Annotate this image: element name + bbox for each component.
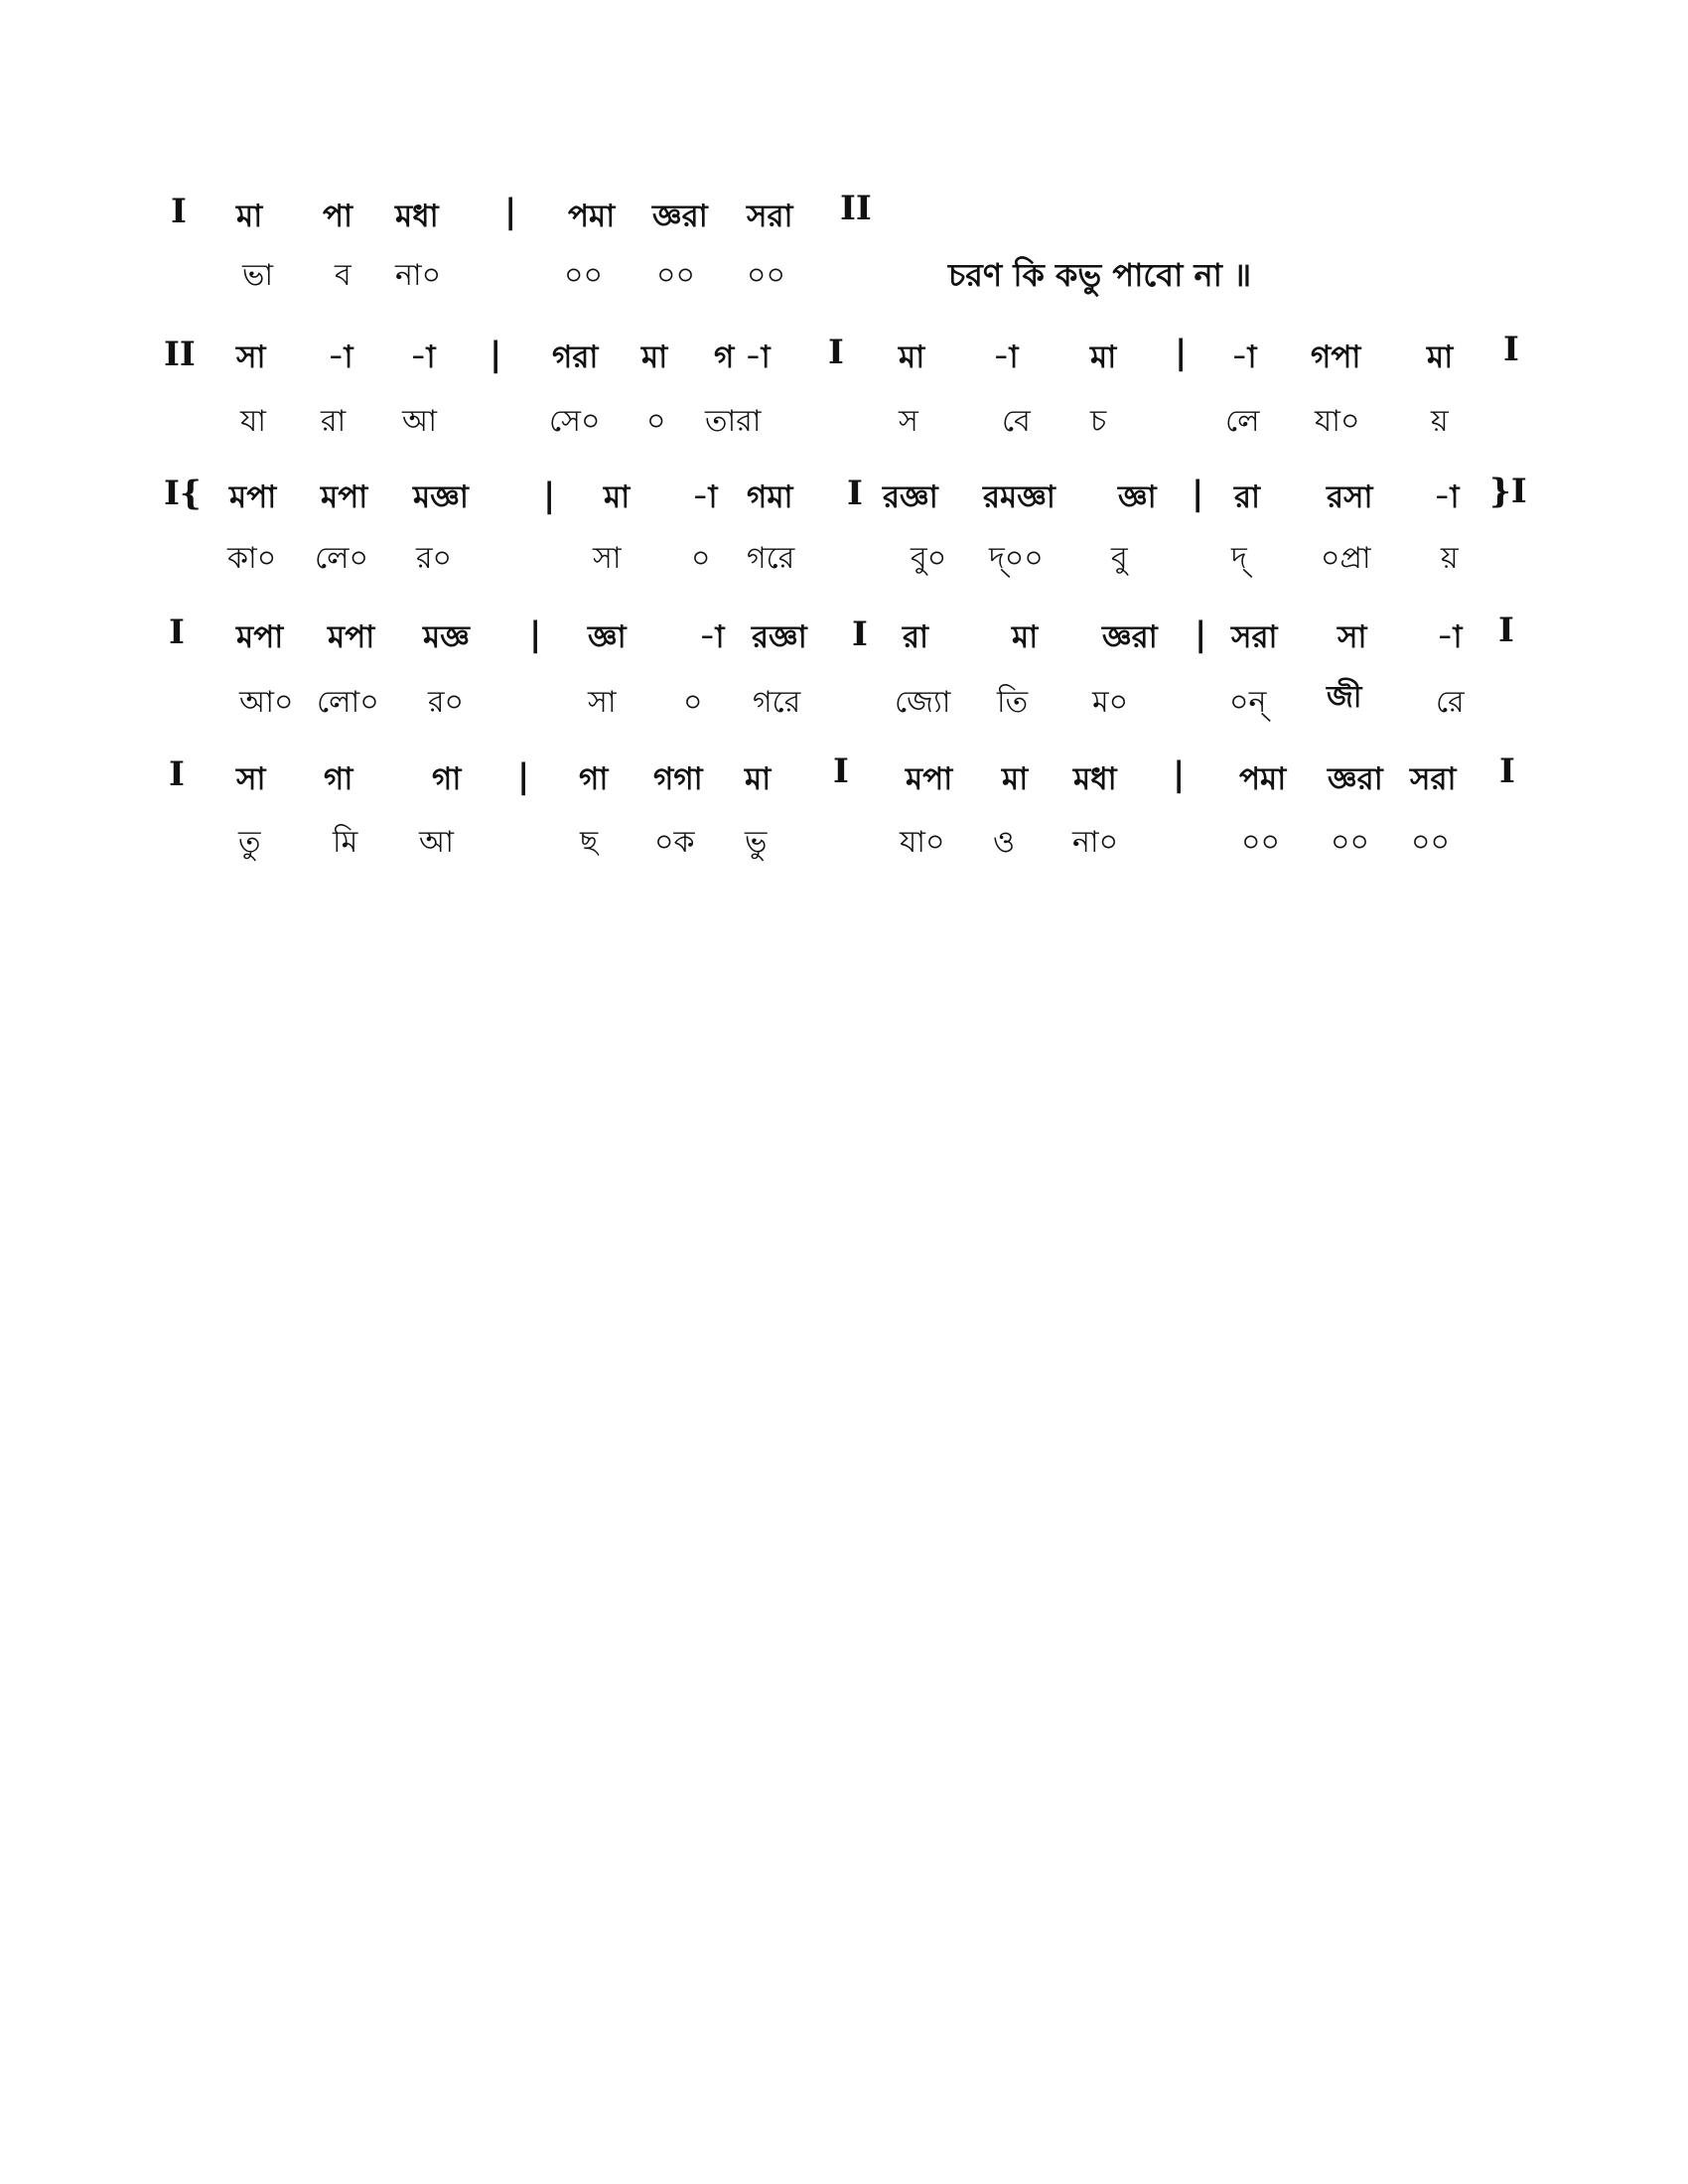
swara-note: মা	[1002, 761, 1029, 797]
swara-note: গপা	[1311, 340, 1361, 375]
swara-note: মা	[1090, 340, 1117, 375]
lyric-syllable: দ্	[1231, 541, 1247, 576]
lyric-syllable: র০	[428, 685, 465, 720]
swara-note: রমজ্ঞা	[983, 479, 1055, 515]
lyric-syllable: আ	[402, 404, 437, 439]
bar-marker: |	[504, 192, 517, 231]
swara-note: -া	[699, 619, 725, 655]
bar-marker: I	[828, 333, 844, 372]
swara-note: গা	[324, 761, 353, 797]
swara-note: জ্ঞরা	[652, 199, 708, 234]
lyric-syllable: ০	[683, 685, 703, 720]
lyric-syllable: তারা	[705, 404, 762, 439]
lyric-syllable: বু	[1111, 541, 1128, 576]
swara-note: রজ্ঞা	[883, 479, 938, 515]
swara-note: জ্ঞরা	[1102, 619, 1158, 655]
swara-note: রা	[1234, 479, 1261, 515]
lyric-syllable: ০	[691, 541, 711, 576]
lyric-syllable: রা	[321, 404, 347, 439]
swara-note: রা	[903, 619, 929, 655]
swara-note: মা	[641, 340, 668, 375]
swara-note: -া	[1231, 340, 1257, 375]
lyric-syllable: ০০	[1331, 825, 1370, 860]
swara-note: মজ্ঞা	[413, 479, 469, 515]
swara-note: মজ্ঞ	[423, 619, 470, 655]
swara-note: মা	[604, 479, 631, 515]
repeat-start-marker: I{	[164, 474, 202, 513]
lyric-syllable: লো০	[317, 685, 379, 720]
swara-note: মধা	[395, 199, 439, 234]
lyric-syllable: ও	[993, 825, 1016, 860]
lyric-syllable: যা০	[900, 825, 945, 860]
swara-note: -া	[1437, 619, 1463, 655]
lyric-syllable: ০প্রা	[1321, 541, 1371, 576]
bar-marker: |	[1175, 333, 1188, 372]
swara-note: গা	[432, 761, 462, 797]
lyric-syllable: যা০	[1315, 404, 1360, 439]
lyric-syllable: য়	[1441, 541, 1459, 576]
lyric-syllable: লে	[1225, 404, 1260, 439]
swara-note: মপা	[321, 479, 368, 515]
lyric-syllable: আ	[419, 825, 454, 860]
bar-marker: |	[1173, 754, 1186, 794]
swara-note: মা	[1012, 619, 1039, 655]
lyric-syllable: বু০	[911, 541, 947, 576]
lyric-syllable: জ্যো	[895, 685, 951, 720]
swara-note: মধা	[1073, 761, 1117, 797]
bar-marker: I	[1503, 330, 1519, 369]
lyric-syllable: তি	[997, 685, 1029, 720]
swara-note: সা	[236, 761, 266, 797]
swara-note: মপা	[328, 619, 375, 655]
bar-marker: I	[1498, 611, 1514, 650]
swara-note: মা	[236, 199, 263, 234]
swara-note: মা	[745, 761, 772, 797]
lyric-syllable: সে০	[549, 404, 601, 439]
lyric-syllable: র০	[416, 541, 453, 576]
lyric-syllable: গরে	[747, 541, 795, 576]
swara-note: সা	[236, 340, 266, 375]
double-bar-marker: II	[840, 189, 872, 228]
swara-note: -া	[328, 340, 353, 375]
lyric-syllable: রে	[1436, 685, 1465, 720]
swara-note: জ্ঞা	[1118, 479, 1157, 515]
swara-note: জ্ঞরা	[1328, 761, 1383, 797]
lyric-syllable: সা	[588, 685, 617, 720]
bar-marker: |	[517, 756, 530, 796]
lyric-syllable: আ০	[239, 685, 294, 720]
bar-marker: I	[852, 614, 868, 654]
swara-note: সা	[1337, 619, 1367, 655]
lyric-syllable: ০০	[747, 258, 786, 293]
lyric-syllable: ০০	[1411, 825, 1451, 860]
swara-note: রজ্ঞা	[752, 619, 807, 655]
lyric-syllable: ০	[646, 404, 666, 439]
swara-note: -া	[692, 479, 718, 515]
swara-note: গা	[579, 761, 609, 797]
lyric-syllable: ০ন্	[1229, 685, 1267, 720]
bar-marker: I	[169, 754, 185, 794]
lyric-syllable: লে০	[315, 541, 369, 576]
swara-note: -া	[410, 340, 436, 375]
swara-note: সরা	[747, 199, 793, 234]
bar-marker: I	[1499, 751, 1515, 791]
bar-marker: I	[833, 751, 849, 791]
swara-note: -া	[993, 340, 1019, 375]
swara-note: পমা	[568, 199, 616, 234]
lyric-syllable: মি	[333, 825, 358, 860]
swara-note: সরা	[1410, 761, 1457, 797]
lyric-syllable: ব	[335, 258, 352, 293]
lyric-syllable: যা	[240, 404, 266, 439]
repeat-end-marker: }I	[1489, 472, 1527, 511]
lyric-syllable: বে	[1002, 404, 1031, 439]
swara-note: গ -া	[714, 340, 771, 375]
bar-marker: I	[169, 613, 185, 652]
swara-note: পা	[323, 199, 353, 234]
swara-note: গগা	[653, 761, 703, 797]
lyric-syllable: য়	[1431, 404, 1449, 439]
bar-marker: |	[490, 335, 502, 374]
lyric-syllable: ০০	[564, 258, 604, 293]
lyric-syllable: ম০	[1092, 685, 1129, 720]
lyric-syllable: ০ক	[654, 825, 695, 860]
lyric-syllable: গরে	[753, 685, 801, 720]
lyric-syllable: স	[899, 404, 918, 439]
lyric-syllable: ০০	[656, 258, 696, 293]
lyric-syllable: সা	[593, 541, 622, 576]
lyric-syllable: কা০	[227, 541, 277, 576]
double-bar-marker: II	[164, 335, 196, 374]
bar-marker: I	[847, 474, 863, 513]
swara-note: জ্ঞা	[588, 619, 627, 655]
swara-note: মা	[1427, 340, 1454, 375]
lyric-syllable: ভু	[745, 825, 768, 860]
swara-note: পমা	[1239, 761, 1287, 797]
swara-note: গমা	[747, 479, 793, 515]
lyric-syllable: তু	[238, 825, 261, 860]
lyric-refrain: চরণ কি কভু পাবো না ॥	[948, 256, 1252, 294]
swara-note: মপা	[229, 479, 277, 515]
lyric-syllable: ০০	[1241, 825, 1281, 860]
bar-marker: |	[1192, 474, 1204, 513]
swara-note: সরা	[1231, 619, 1278, 655]
swara-note: -া	[1434, 479, 1460, 515]
swara-note: মপা	[906, 761, 953, 797]
lyric-syllable: না০	[395, 258, 442, 293]
lyric-syllable: দ্০০	[989, 541, 1044, 576]
swara-note: রসা	[1327, 479, 1373, 515]
bar-marker: I	[171, 192, 187, 231]
bar-marker: |	[529, 614, 542, 654]
lyric-syllable: জী	[1327, 680, 1362, 715]
bar-marker: |	[1195, 614, 1207, 654]
lyric-syllable: ছ	[580, 825, 599, 860]
swara-note: মপা	[236, 619, 284, 655]
swara-note: মা	[899, 340, 925, 375]
swara-note: গরা	[552, 340, 599, 375]
lyric-syllable: না০	[1072, 825, 1119, 860]
lyric-syllable: ভা	[242, 258, 274, 293]
lyric-syllable: চ	[1090, 404, 1107, 439]
bar-marker: |	[543, 476, 556, 515]
